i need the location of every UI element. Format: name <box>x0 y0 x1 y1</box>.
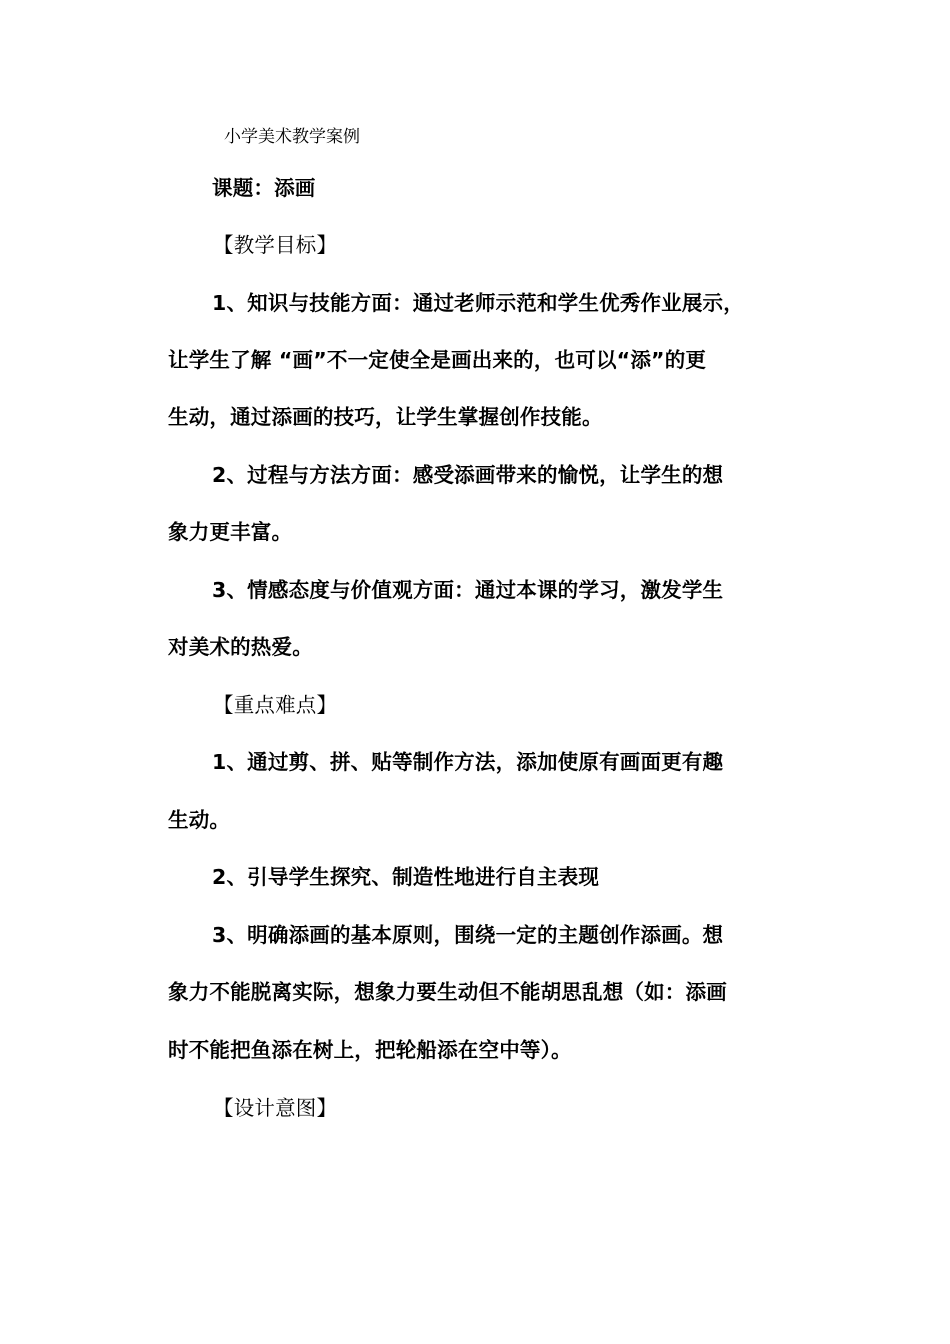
goal-1-line-1: 1、知识与技能方面：通过老师示范和学生优秀作业展示， <box>212 291 744 315</box>
goal-1-line-3: 生动，通过添画的技巧，让学生掌握创作技能。 <box>168 405 603 429</box>
goal-2-line-1: 2、过程与方法方面：感受添画带来的愉悦，让学生的想 <box>212 463 724 487</box>
document-header: 小学美术教学案例 <box>224 127 360 147</box>
goal-2-line-2: 象力更丰富。 <box>168 520 293 544</box>
key-3-line-3: 时不能把鱼添在树上，把轮船添在空中等）。 <box>168 1038 572 1062</box>
goal-3-line-2: 对美术的热爱。 <box>168 635 313 659</box>
section-heading-teaching-goals: 【教学目标】 <box>213 233 338 257</box>
key-1-line-1: 1、通过剪、拼、贴等制作方法，添加使原有画面更有趣 <box>212 750 724 774</box>
section-heading-design-intent: 【设计意图】 <box>213 1096 338 1120</box>
goal-3-line-1: 3、情感态度与价值观方面：通过本课的学习，激发学生 <box>212 578 724 602</box>
key-1-line-2: 生动。 <box>168 808 231 832</box>
key-2-line-1: 2、引导学生探究、制造性地进行自主表现 <box>212 865 600 889</box>
goal-1-line-2: 让学生了解 “画”不一定使全是画出来的，也可以“添”的更 <box>168 348 707 372</box>
section-heading-key-difficulties: 【重点难点】 <box>213 693 338 717</box>
key-3-line-1: 3、明确添画的基本原则，围绕一定的主题创作添画。想 <box>212 923 724 947</box>
key-3-line-2: 象力不能脱离实际，想象力要生动但不能胡思乱想（如：添画 <box>168 980 727 1004</box>
lesson-title: 课题：添画 <box>212 176 316 200</box>
